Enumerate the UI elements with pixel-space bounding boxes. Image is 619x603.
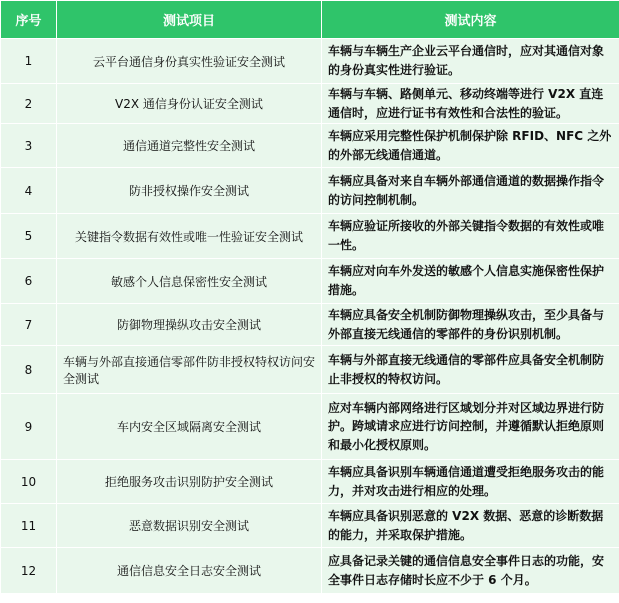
row-test-content: 车辆与车辆生产企业云平台通信时，应对其通信对象的身份真实性进行验证。 bbox=[322, 39, 619, 84]
table-row bbox=[1, 460, 619, 504]
header-test-content: 测试内容 bbox=[322, 1, 619, 39]
table-row bbox=[1, 304, 619, 346]
row-test-content: 车辆应具备识别车辆通信通道遭受拒绝服务攻击的能力，并对攻击进行相应的处理。 bbox=[322, 460, 619, 504]
row-test-content: 车辆应具备识别恶意的 V2X 数据、恶意的诊断数据的能力，并采取保护措施。 bbox=[322, 504, 619, 548]
row-test-item: 通信信息安全日志安全测试 bbox=[57, 548, 322, 594]
header-row bbox=[1, 1, 619, 39]
table-row bbox=[1, 84, 619, 124]
table-row bbox=[1, 548, 619, 594]
row-number: 7 bbox=[1, 304, 57, 346]
row-test-content: 车辆应对向车外发送的敏感个人信息实施保密性保护措施。 bbox=[322, 259, 619, 304]
table-row bbox=[1, 214, 619, 259]
row-number: 12 bbox=[1, 548, 57, 594]
table-row bbox=[1, 39, 619, 84]
table-row bbox=[1, 504, 619, 548]
row-test-item: 关键指令数据有效性或唯一性验证安全测试 bbox=[57, 214, 322, 259]
row-test-item: 云平台通信身份真实性验证安全测试 bbox=[57, 39, 322, 84]
row-number: 5 bbox=[1, 214, 57, 259]
header-test-item: 测试项目 bbox=[57, 1, 322, 39]
row-number: 6 bbox=[1, 259, 57, 304]
row-test-item: 车内安全区域隔离安全测试 bbox=[57, 394, 322, 460]
table-row bbox=[1, 259, 619, 304]
row-number: 2 bbox=[1, 84, 57, 124]
table-row bbox=[1, 346, 619, 394]
row-test-content: 应具备记录关键的通信信息安全事件日志的功能，安全事件日志存储时长应不少于 6 个月。 bbox=[322, 548, 619, 594]
row-test-item: 防御物理操纵攻击安全测试 bbox=[57, 304, 322, 346]
row-test-item: 拒绝服务攻击识别防护安全测试 bbox=[57, 460, 322, 504]
table-row bbox=[1, 124, 619, 168]
row-test-item: 防非授权操作安全测试 bbox=[57, 168, 322, 214]
row-test-content: 车辆与外部直接无线通信的零部件应具备安全机制防止非授权的特权访问。 bbox=[322, 346, 619, 394]
table-row bbox=[1, 394, 619, 460]
row-number: 10 bbox=[1, 460, 57, 504]
row-test-item: 恶意数据识别安全测试 bbox=[57, 504, 322, 548]
row-test-item: 通信通道完整性安全测试 bbox=[57, 124, 322, 168]
table-row bbox=[1, 168, 619, 214]
row-test-item: 车辆与外部直接通信零部件防非授权特权访问安全测试 bbox=[57, 346, 322, 394]
row-test-content: 车辆应验证所接收的外部关键指令数据的有效性或唯一性。 bbox=[322, 214, 619, 259]
row-test-item: V2X 通信身份认证安全测试 bbox=[57, 84, 322, 124]
row-number: 11 bbox=[1, 504, 57, 548]
row-test-item: 敏感个人信息保密性安全测试 bbox=[57, 259, 322, 304]
row-number: 1 bbox=[1, 39, 57, 84]
row-test-content: 车辆与车辆、路侧单元、移动终端等进行 V2X 直连通信时，应进行证书有效性和合法性的验证。 bbox=[322, 84, 619, 124]
row-test-content: 应对车辆内部网络进行区域划分并对区域边界进行防护。跨域请求应进行访问控制，并遵循默认拒绝原则和最小化授权原则。 bbox=[322, 394, 619, 460]
row-test-content: 车辆应具备对来自车辆外部通信通道的数据操作指令的访问控制机制。 bbox=[322, 168, 619, 214]
row-number: 8 bbox=[1, 346, 57, 394]
row-test-content: 车辆应采用完整性保护机制保护除 RFID、NFC 之外的外部无线通信通道。 bbox=[322, 124, 619, 168]
row-number: 3 bbox=[1, 124, 57, 168]
row-test-content: 车辆应具备安全机制防御物理操纵攻击，至少具备与外部直接无线通信的零部件的身份识别机制。 bbox=[322, 304, 619, 346]
row-number: 9 bbox=[1, 394, 57, 460]
row-number: 4 bbox=[1, 168, 57, 214]
header-number: 序号 bbox=[1, 1, 57, 39]
